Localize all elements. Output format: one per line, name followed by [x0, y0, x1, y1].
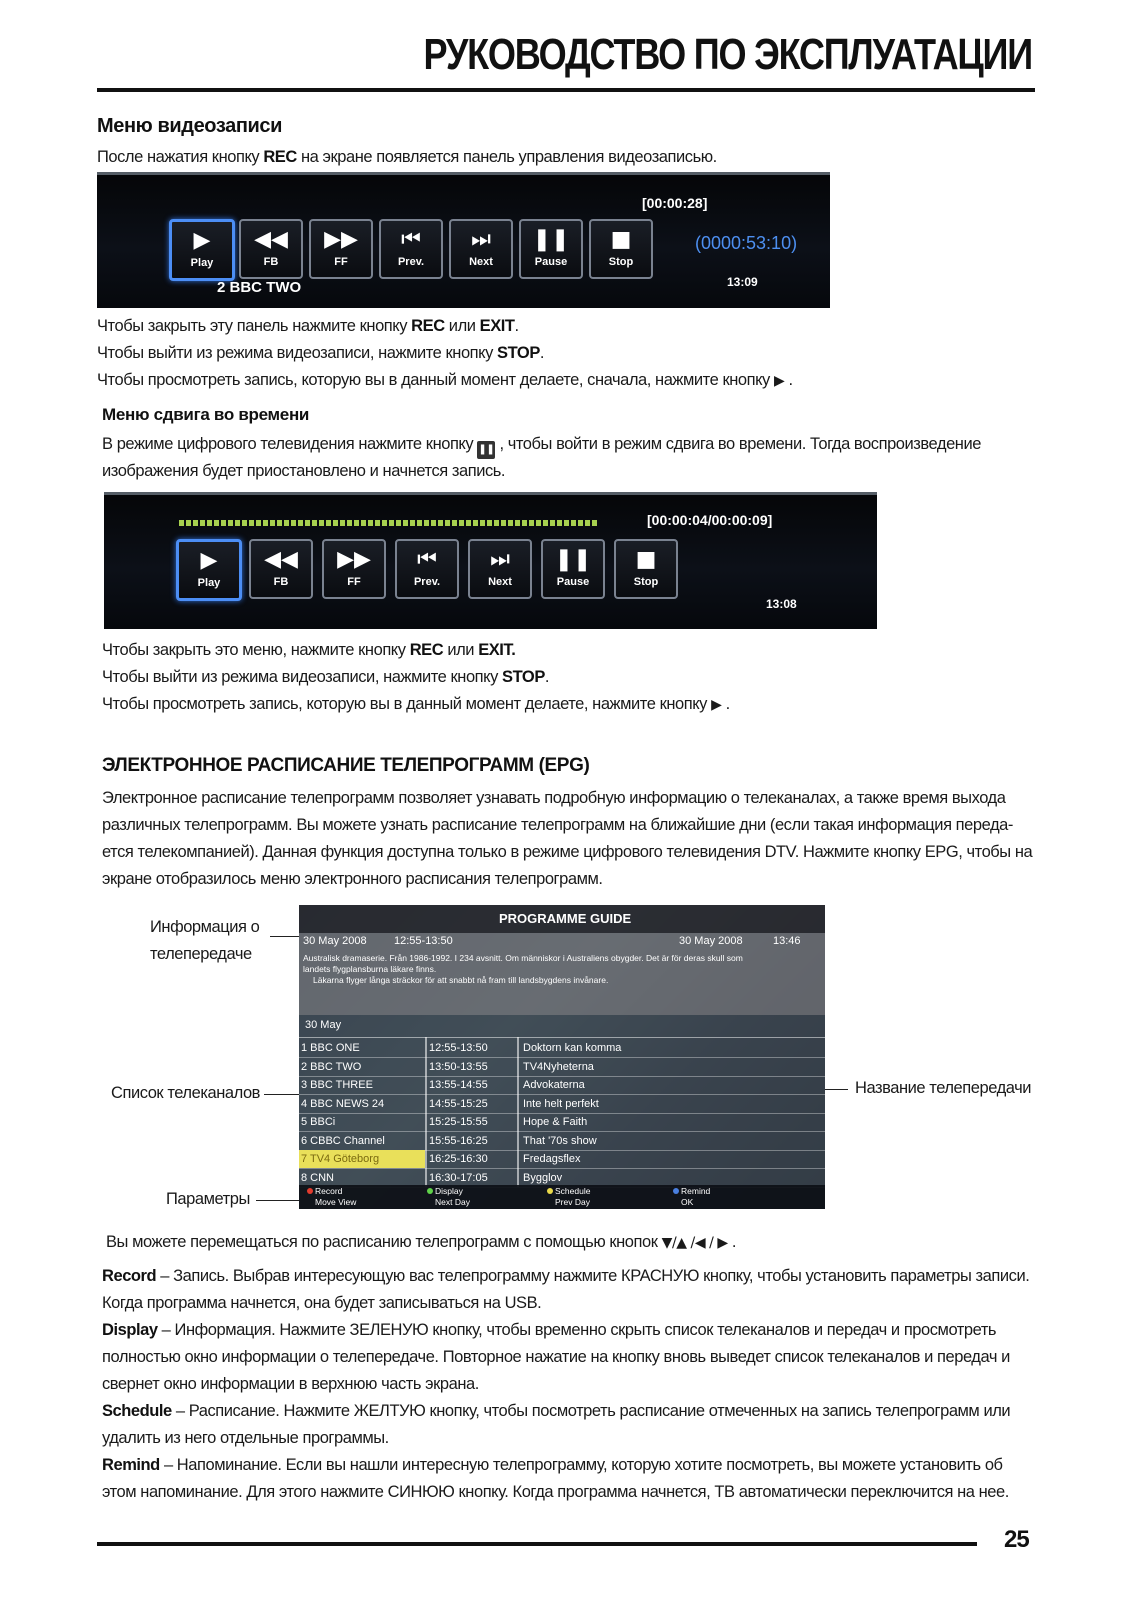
panel-button-label: Pause [556, 576, 590, 588]
panel-button-label: Prev. [413, 576, 441, 588]
arrow-keys-icon: ▼/▲ /◀ / ▶ [661, 1235, 728, 1251]
rec-clock: 13:09 [727, 275, 758, 289]
epg-list-date: 30 May [305, 1019, 342, 1031]
panel-button-label: FB [263, 256, 279, 268]
ts-line-stop-end: . [544, 668, 550, 686]
epg-channel-name: 8 CNN [301, 1171, 335, 1184]
epg-channel-name: 1 BBC ONE [301, 1042, 360, 1054]
rec-key-label: REC [263, 148, 297, 166]
panel-button-label: Prev. [397, 256, 425, 268]
epg-programme-name: Bygglov [523, 1171, 563, 1184]
rec-line-stop [97, 340, 544, 367]
epg-programme-name: Hope & Faith [523, 1116, 588, 1128]
epg-channel-name: 2 BBC TWO [301, 1060, 362, 1073]
panel-prev-button[interactable] [395, 539, 459, 599]
epg-description: Läkarna flyger långa sträckor för att snabbt nå fram till landsbygdens invånare. [313, 975, 609, 985]
rec-line-close-key1: REC [411, 317, 445, 335]
panel-button-label: Stop [633, 576, 659, 588]
panel-ff-button[interactable] [309, 219, 373, 279]
play-icon: ▶ [200, 548, 218, 573]
panel-button-label: FF [347, 576, 361, 588]
ts-line-close-key2: EXIT. [478, 641, 516, 659]
timeshift-text: В режиме цифрового телевидения нажмите кнопку [102, 435, 478, 453]
epg-time-slot: 15:25-15:55 [429, 1116, 488, 1128]
schedule-item [102, 1398, 1010, 1425]
epg-row[interactable] [299, 1113, 825, 1132]
record-desc: – Запись. Выбрав интересующую вас телепрограмму нажмите КРАСНУЮ кнопку, чтобы установить параметры записи. [156, 1267, 1030, 1285]
timeshift-control-panel [104, 492, 877, 629]
play-icon: ▶ [773, 373, 785, 389]
epg-channel-name: 5 BBCi [301, 1116, 336, 1128]
panel-pause-button[interactable] [519, 219, 583, 279]
epg-key-legend [299, 1185, 825, 1209]
epg-nav-end: . [727, 1233, 737, 1251]
epg-paragraph-line: различных телепрограмм. Вы можете узнать расписание телепрограмм на ближайшие дни (если такая информация переда- [102, 816, 1013, 834]
rec-intro [97, 144, 717, 171]
callout-programme-name: Название телепередачи [855, 1079, 1032, 1097]
panel-fb-button[interactable] [249, 539, 313, 599]
timeshift-paragraph-line2: изображения будет приостановлено и начнется запись. [102, 462, 506, 480]
epg-key-label: Schedule [555, 1186, 591, 1196]
skip-forward-icon: ⏭ [471, 227, 491, 252]
color-key-dot-icon [307, 1188, 313, 1194]
epg-programme-name: Doktorn kan komma [523, 1042, 622, 1054]
ts-line-play-text: Чтобы просмотреть запись, которую вы в данный момент делаете, нажмите кнопку [102, 695, 712, 713]
page-header-title: РУКОВОДСТВО ПО ЭКСПЛУАТАЦИИ [423, 30, 1032, 79]
panel-button-label: Play [190, 257, 214, 269]
display-term: Display [102, 1321, 158, 1339]
panel-ff-button[interactable] [322, 539, 386, 599]
epg-channel-list [299, 1015, 825, 1185]
rec-line-stop-key: STOP [497, 344, 540, 362]
epg-programme-name: Advokaterna [523, 1079, 585, 1091]
epg-time-slot: 16:30-17:05 [429, 1171, 488, 1184]
epg-programme-name: That '70s show [523, 1134, 597, 1147]
epg-key-schedule [547, 1186, 590, 1197]
skip-back-icon: ⏮ [417, 547, 437, 572]
ts-line-stop-key: STOP [502, 668, 545, 686]
epg-key-record [307, 1186, 342, 1197]
timeshift-heading: Меню сдвига во времени [102, 405, 310, 424]
panel-next-button[interactable] [468, 539, 532, 599]
timeshift-text-after: , чтобы войти в режим сдвига во времени. Тогда воспроизведение [495, 435, 981, 453]
color-key-dot-icon [427, 1188, 433, 1194]
epg-screen-header [299, 905, 825, 933]
rec-line-play [97, 367, 793, 395]
rec-remaining-time: (0000:53:10) [695, 233, 798, 253]
display-item-line2: полностью окно информации о телепередаче. Повторное нажатие на кнопку вновь выведет список телеканалов и передач и [102, 1348, 1010, 1366]
epg-row[interactable] [299, 1039, 825, 1058]
epg-key-label: Record [315, 1186, 343, 1196]
epg-screen-title: PROGRAMME GUIDE [499, 911, 632, 926]
epg-clock: 13:46 [773, 935, 801, 947]
pause-icon: ❚❚ [532, 227, 570, 252]
panel-next-button[interactable] [449, 219, 513, 279]
stop-icon: ■ [635, 547, 657, 572]
ts-line-close-key1: REC [409, 641, 444, 659]
pause-icon: ❚❚ [554, 547, 592, 572]
epg-channel-name: 6 CBBC Channel [301, 1134, 385, 1147]
display-item [102, 1317, 996, 1344]
epg-programme-name: Inte helt perfekt [523, 1097, 599, 1110]
epg-paragraph-line: экране отобразилось меню электронного расписания телепрограмм. [102, 870, 603, 888]
epg-channel-name: 4 BBC NEWS 24 [301, 1097, 385, 1110]
epg-key-secondary: Next Day [435, 1197, 470, 1207]
epg-time-slot: 13:50-13:55 [429, 1060, 488, 1073]
epg-description: landets flygplansburna läkare finns. [303, 964, 437, 974]
epg-paragraph-line: Электронное расписание телепрограмм позволяет узнавать подробную информацию о телеканалах, а также время выхода [102, 789, 1006, 807]
epg-nav-line [106, 1229, 736, 1257]
display-item-line3: свернет окно информации в верхнюю часть экрана. [102, 1375, 479, 1393]
rec-line-close-mid: или [444, 317, 480, 335]
ts-line-close [102, 637, 515, 664]
header-rule [97, 88, 1035, 92]
epg-channel-name: 7 TV4 Göteborg [299, 1150, 425, 1168]
epg-key-display [427, 1186, 463, 1197]
epg-key-label: Remind [681, 1186, 711, 1196]
epg-time-slot: 14:55-15:25 [429, 1097, 488, 1110]
ts-line-play-end: . [721, 695, 730, 713]
panel-prev-button[interactable] [379, 219, 443, 279]
epg-info-panel [299, 933, 825, 1015]
epg-key-label: Display [435, 1186, 463, 1196]
ts-line-stop-text: Чтобы выйти из режима видеозаписи, нажмите кнопку [102, 668, 503, 686]
timeshift-progress-bar [179, 520, 599, 526]
remind-desc: – Напоминание. Если вы нашли интересную телепрограмму, которую хотите посмотреть, вы можете установить об [159, 1456, 1003, 1474]
panel-fb-button[interactable] [239, 219, 303, 279]
remind-item [102, 1452, 1003, 1479]
epg-key-secondary: Prev Day [555, 1197, 590, 1207]
remind-item-line2: этом напоминание. Для этого нажмите СИНЮЮ кнопку. Когда программа начнется, ТВ автоматически переключится на нее. [102, 1483, 1009, 1501]
rewind-icon: ◀◀ [264, 547, 298, 572]
stop-icon: ■ [610, 227, 632, 252]
footer-rule [97, 1542, 977, 1546]
epg-date-right: 30 May 2008 [679, 935, 743, 947]
ts-line-close-mid: или [443, 641, 479, 659]
panel-play-button[interactable] [176, 539, 242, 601]
epg-time-slot: 13:55-14:55 [429, 1079, 488, 1091]
rec-elapsed-time: [00:00:28] [642, 195, 708, 211]
epg-list-divider [299, 1037, 825, 1038]
fast-forward-icon: ▶▶ [324, 227, 358, 252]
rec-intro-text-end: на экране появляется панель управления видеозаписью. [296, 148, 717, 166]
timeshift-time: [00:00:04/00:00:09] [647, 512, 773, 528]
rec-line-close-key2: EXIT [479, 317, 515, 335]
epg-description: Australisk dramaserie. Från 1986-1992. I 234 avsnitt. Om människor i Australiens obygder. Det är för deras skull som [303, 953, 743, 963]
epg-channel-name: 3 BBC THREE [301, 1079, 373, 1091]
callout-channel-list: Список телеканалов [111, 1084, 260, 1102]
panel-button-label: Stop [608, 256, 634, 268]
epg-row[interactable] [299, 1058, 825, 1077]
rec-intro-text: После нажатия кнопку [97, 148, 264, 166]
recording-control-panel [97, 172, 830, 308]
epg-heading: ЭЛЕКТРОННОЕ РАСПИСАНИЕ ТЕЛЕПРОГРАММ (EPG) [102, 755, 590, 776]
epg-key-secondary: Move View [315, 1197, 357, 1207]
rec-line-stop-text: Чтобы выйти из режима видеозаписи, нажмите кнопку [97, 344, 498, 362]
epg-nav-text: Вы можете перемещаться по расписанию телепрограмм с помощью кнопок [106, 1233, 662, 1251]
rec-line-stop-end: . [539, 344, 545, 362]
schedule-term: Schedule [102, 1402, 172, 1420]
epg-key-remind [673, 1186, 710, 1197]
callout-params: Параметры [166, 1190, 250, 1208]
color-key-dot-icon [673, 1188, 679, 1194]
play-icon: ▶ [193, 228, 211, 253]
panel-stop-button[interactable] [614, 539, 678, 599]
rec-line-play-text: Чтобы просмотреть запись, которую вы в данный момент делаете, сначала, нажмите кнопку [97, 371, 774, 389]
callout-info-line1: Информация о [150, 918, 260, 936]
epg-key-secondary: OK [681, 1197, 694, 1207]
rec-line-close-text: Чтобы закрыть эту панель нажмите кнопку [97, 317, 412, 335]
rec-line-close-end: . [514, 317, 519, 335]
page-number: 25 [1004, 1526, 1029, 1553]
panel-button-label: Pause [534, 256, 568, 268]
pause-icon: ❚❚ [477, 441, 495, 459]
panel-button-label: Next [488, 576, 512, 588]
epg-screenshot [299, 905, 825, 1209]
epg-time-slot: 16:25-16:30 [429, 1153, 488, 1165]
display-desc: – Информация. Нажмите ЗЕЛЕНУЮ кнопку, чтобы временно скрыть список телеканалов и передач и просмотреть [157, 1321, 997, 1339]
panel-button-label: Next [469, 256, 493, 268]
rec-channel-name: 2 BBC TWO [217, 279, 302, 296]
fast-forward-icon: ▶▶ [337, 547, 371, 572]
panel-stop-button[interactable] [589, 219, 653, 279]
rec-section-heading: Меню видеозаписи [97, 115, 283, 137]
ts-line-stop [102, 664, 549, 691]
record-item [102, 1263, 1029, 1290]
skip-forward-icon: ⏭ [490, 547, 510, 572]
timeshift-clock: 13:08 [766, 597, 797, 611]
skip-back-icon: ⏮ [401, 227, 421, 252]
epg-programme-name: TV4Nyheterna [523, 1060, 594, 1073]
epg-time-slot: 15:55-16:25 [429, 1134, 488, 1147]
schedule-desc: – Расписание. Нажмите ЖЕЛТУЮ кнопку, чтобы посмотреть расписание отмеченных на запись телепрограмм или [171, 1402, 1011, 1420]
ts-line-close-text: Чтобы закрыть это меню, нажмите кнопку [102, 641, 410, 659]
epg-programme-name: Fredagsflex [523, 1153, 581, 1165]
epg-row[interactable] [299, 1132, 825, 1151]
epg-time-range: 12:55-13:50 [394, 935, 453, 947]
epg-row[interactable] [299, 1095, 825, 1114]
panel-play-button[interactable] [169, 219, 235, 281]
epg-date-left: 30 May 2008 [303, 935, 367, 947]
remind-term: Remind [102, 1456, 160, 1474]
epg-row[interactable] [299, 1150, 825, 1169]
panel-button-label: FF [334, 256, 348, 268]
epg-row[interactable] [299, 1076, 825, 1095]
epg-time-slot: 12:55-13:50 [429, 1042, 488, 1054]
timeshift-paragraph-line1 [102, 431, 981, 459]
callout-info-line2: телепередаче [150, 945, 252, 963]
rewind-icon: ◀◀ [254, 227, 288, 252]
panel-button-label: Play [197, 577, 221, 589]
panel-button-label: FB [273, 576, 289, 588]
ts-line-play [102, 691, 730, 719]
color-key-dot-icon [547, 1188, 553, 1194]
play-icon: ▶ [711, 697, 722, 713]
schedule-item-line2: удалить из него отдельные программы. [102, 1429, 389, 1447]
epg-rows [299, 1039, 825, 1189]
rec-line-play-end: . [784, 371, 793, 389]
epg-paragraph-line: ется телекомпанией). Данная функция доступна только в режиме цифрового телевидения DTV. Нажмите кнопку EPG, чтобы на [102, 843, 1033, 861]
record-term: Record [102, 1267, 157, 1285]
record-item-line2: Когда программа начнется, она будет записываться на USB. [102, 1294, 542, 1312]
panel-pause-button[interactable] [541, 539, 605, 599]
rec-line-close [97, 313, 519, 340]
